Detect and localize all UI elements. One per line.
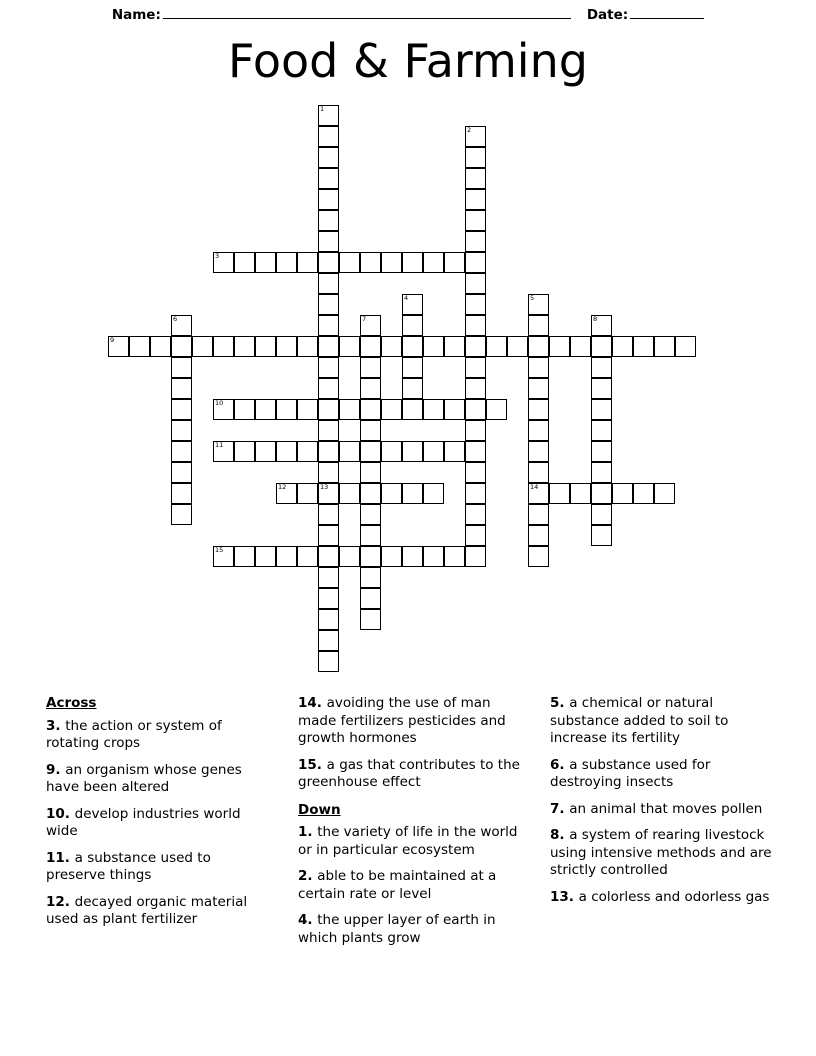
across-heading: Across xyxy=(46,695,97,711)
crossword-cell[interactable] xyxy=(360,336,381,357)
crossword-cell[interactable] xyxy=(171,399,192,420)
clue-down xyxy=(298,912,524,947)
clue-across xyxy=(46,806,272,841)
crossword-cell-number: 7 xyxy=(362,315,367,323)
crossword-cell[interactable] xyxy=(360,252,381,273)
crossword-cell[interactable] xyxy=(339,252,360,273)
clue-number: 8. xyxy=(550,827,570,844)
clue-across xyxy=(46,850,272,885)
crossword-cell-number: 4 xyxy=(404,294,409,302)
crossword-cell[interactable] xyxy=(528,378,549,399)
crossword-cell[interactable] xyxy=(528,399,549,420)
crossword-cell[interactable] xyxy=(402,399,423,420)
crossword-cell[interactable] xyxy=(465,420,486,441)
clue-across xyxy=(46,718,272,753)
crossword-cell-number: 2 xyxy=(467,126,472,134)
crossword-cell[interactable] xyxy=(402,252,423,273)
crossword-cell[interactable] xyxy=(465,483,486,504)
crossword-cell[interactable] xyxy=(276,546,297,567)
crossword-cell[interactable] xyxy=(339,483,360,504)
crossword-cell[interactable] xyxy=(318,294,339,315)
crossword-cell[interactable] xyxy=(318,273,339,294)
crossword-cell[interactable] xyxy=(654,336,675,357)
crossword-cell[interactable] xyxy=(633,483,654,504)
crossword-cell[interactable] xyxy=(150,336,171,357)
crossword-cell[interactable] xyxy=(465,252,486,273)
crossword-cell[interactable] xyxy=(465,168,486,189)
date-input-line[interactable] xyxy=(630,6,704,19)
crossword-cell[interactable] xyxy=(381,252,402,273)
crossword-cell[interactable] xyxy=(213,441,234,462)
crossword-cell[interactable] xyxy=(318,525,339,546)
crossword-cell[interactable] xyxy=(423,399,444,420)
crossword-cell[interactable] xyxy=(402,294,423,315)
crossword-cell[interactable] xyxy=(465,525,486,546)
crossword-cell[interactable] xyxy=(213,336,234,357)
clue-text: a system of rearing livestock using intensive methods and are strictly controlled xyxy=(550,827,772,879)
crossword-cell[interactable] xyxy=(255,336,276,357)
crossword-cell[interactable] xyxy=(318,378,339,399)
crossword-cell[interactable] xyxy=(297,546,318,567)
crossword-cell[interactable] xyxy=(528,294,549,315)
crossword-cell-number: 13 xyxy=(320,483,329,491)
crossword-cell[interactable] xyxy=(444,336,465,357)
crossword-cell[interactable] xyxy=(675,336,696,357)
crossword-cell[interactable] xyxy=(339,546,360,567)
crossword-cell[interactable] xyxy=(549,483,570,504)
crossword-cell-number: 3 xyxy=(215,252,220,260)
crossword-cell[interactable] xyxy=(360,567,381,588)
crossword-cell[interactable] xyxy=(318,231,339,252)
clue-down xyxy=(298,824,524,859)
crossword-cell[interactable] xyxy=(402,315,423,336)
crossword-cell[interactable] xyxy=(465,441,486,462)
crossword-cell-number: 6 xyxy=(173,315,178,323)
crossword-cell[interactable] xyxy=(465,462,486,483)
crossword-cell[interactable] xyxy=(318,147,339,168)
crossword-grid[interactable] xyxy=(108,105,708,655)
crossword-cell[interactable] xyxy=(360,420,381,441)
crossword-cell[interactable] xyxy=(318,462,339,483)
crossword-cell[interactable] xyxy=(402,546,423,567)
crossword-cell[interactable] xyxy=(528,483,549,504)
crossword-cell-number: 10 xyxy=(215,399,224,407)
crossword-cell[interactable] xyxy=(318,210,339,231)
crossword-cell[interactable] xyxy=(339,399,360,420)
crossword-cell[interactable] xyxy=(444,252,465,273)
crossword-cell[interactable] xyxy=(171,420,192,441)
clue-text: a colorless and odorless gas xyxy=(578,888,770,905)
crossword-cell[interactable] xyxy=(360,483,381,504)
clue-text: the upper layer of earth in which plants grow xyxy=(298,912,496,947)
clue-text: a gas that contributes to the greenhouse effect xyxy=(298,756,520,791)
crossword-cell[interactable] xyxy=(171,378,192,399)
crossword-cell[interactable] xyxy=(234,441,255,462)
crossword-cell[interactable] xyxy=(402,336,423,357)
crossword-cell[interactable] xyxy=(213,546,234,567)
crossword-cell[interactable] xyxy=(255,546,276,567)
crossword-cell[interactable] xyxy=(465,336,486,357)
crossword-cell[interactable] xyxy=(528,315,549,336)
crossword-cell[interactable] xyxy=(360,441,381,462)
name-label: Name: xyxy=(111,6,161,23)
crossword-cell-number: 1 xyxy=(320,105,325,113)
crossword-cell-number: 15 xyxy=(215,546,224,554)
crossword-cell[interactable] xyxy=(381,336,402,357)
crossword-cell[interactable] xyxy=(171,336,192,357)
crossword-cell[interactable] xyxy=(591,315,612,336)
page-title: Food & Farming xyxy=(228,34,588,88)
date-field-group xyxy=(587,6,704,23)
crossword-cell[interactable] xyxy=(633,336,654,357)
crossword-cell[interactable] xyxy=(465,147,486,168)
clue-number: 4. xyxy=(298,912,318,929)
crossword-cell[interactable] xyxy=(171,462,192,483)
crossword-cell[interactable] xyxy=(360,378,381,399)
crossword-cell[interactable] xyxy=(171,357,192,378)
crossword-cell[interactable] xyxy=(360,504,381,525)
crossword-cell[interactable] xyxy=(318,399,339,420)
crossword-cell[interactable] xyxy=(465,273,486,294)
crossword-cell[interactable] xyxy=(339,336,360,357)
clue-down xyxy=(550,889,776,907)
crossword-cell[interactable] xyxy=(528,504,549,525)
crossword-cell[interactable] xyxy=(465,315,486,336)
crossword-cell[interactable] xyxy=(528,441,549,462)
crossword-cell[interactable] xyxy=(654,483,675,504)
crossword-cell[interactable] xyxy=(318,315,339,336)
crossword-cell[interactable] xyxy=(318,336,339,357)
crossword-cell[interactable] xyxy=(465,231,486,252)
crossword-cell[interactable] xyxy=(465,504,486,525)
crossword-cell[interactable] xyxy=(591,441,612,462)
crossword-cell[interactable] xyxy=(318,651,339,672)
crossword-cell[interactable] xyxy=(318,567,339,588)
clue-down xyxy=(550,757,776,792)
crossword-cell[interactable] xyxy=(318,189,339,210)
crossword-cell[interactable] xyxy=(528,357,549,378)
crossword-cell[interactable] xyxy=(171,441,192,462)
crossword-cell[interactable] xyxy=(297,336,318,357)
crossword-cell[interactable] xyxy=(360,462,381,483)
clue-number: 2. xyxy=(298,868,318,885)
crossword-cell[interactable] xyxy=(465,357,486,378)
crossword-cell[interactable] xyxy=(360,399,381,420)
crossword-cell[interactable] xyxy=(549,336,570,357)
crossword-cell[interactable] xyxy=(528,420,549,441)
clue-number: 3. xyxy=(46,717,66,734)
clue-text: an organism whose genes have been altered xyxy=(46,761,242,796)
clue-text: a chemical or natural substance added to soil to increase its fertility xyxy=(550,695,729,747)
crossword-cell-number: 8 xyxy=(593,315,598,323)
crossword-cell[interactable] xyxy=(591,525,612,546)
crossword-cell[interactable] xyxy=(528,462,549,483)
clue-text: an animal that moves pollen xyxy=(569,800,763,817)
clue-across xyxy=(46,894,272,929)
crossword-cell-number: 11 xyxy=(215,441,224,449)
crossword-cell[interactable] xyxy=(591,399,612,420)
crossword-cell[interactable] xyxy=(402,441,423,462)
crossword-cell[interactable] xyxy=(423,546,444,567)
crossword-cell[interactable] xyxy=(234,399,255,420)
crossword-cell[interactable] xyxy=(423,252,444,273)
clue-text: avoiding the use of man made fertilizers pesticides and growth hormones xyxy=(298,695,506,747)
crossword-cell[interactable] xyxy=(318,441,339,462)
clue-down xyxy=(550,827,776,880)
crossword-cell-number: 14 xyxy=(530,483,539,491)
crossword-cell[interactable] xyxy=(612,336,633,357)
crossword-cell[interactable] xyxy=(444,546,465,567)
crossword-cell[interactable] xyxy=(171,315,192,336)
crossword-cell[interactable] xyxy=(465,126,486,147)
crossword-cell[interactable] xyxy=(381,399,402,420)
crossword-cell[interactable] xyxy=(528,336,549,357)
crossword-cell[interactable] xyxy=(339,441,360,462)
crossword-cell[interactable] xyxy=(360,588,381,609)
crossword-cell[interactable] xyxy=(276,441,297,462)
crossword-cell-number: 9 xyxy=(110,336,115,344)
crossword-cell[interactable] xyxy=(486,336,507,357)
crossword-cell[interactable] xyxy=(276,252,297,273)
crossword-cell[interactable] xyxy=(591,378,612,399)
crossword-cell[interactable] xyxy=(465,378,486,399)
crossword-cell[interactable] xyxy=(192,336,213,357)
crossword-cell[interactable] xyxy=(297,399,318,420)
crossword-cell[interactable] xyxy=(423,336,444,357)
crossword-cell[interactable] xyxy=(423,483,444,504)
crossword-cell[interactable] xyxy=(318,105,339,126)
clue-number: 15. xyxy=(298,756,327,773)
crossword-cell[interactable] xyxy=(213,399,234,420)
crossword-cell[interactable] xyxy=(234,252,255,273)
crossword-cell-number: 5 xyxy=(530,294,535,302)
crossword-cell[interactable] xyxy=(318,483,339,504)
crossword-cell[interactable] xyxy=(360,546,381,567)
clue-text: the variety of life in the world or in particular ecosystem xyxy=(298,824,518,858)
crossword-cell[interactable] xyxy=(234,546,255,567)
crossword-cell[interactable] xyxy=(444,441,465,462)
crossword-cell[interactable] xyxy=(276,483,297,504)
crossword-cell[interactable] xyxy=(360,315,381,336)
crossword-cell[interactable] xyxy=(276,336,297,357)
crossword-cell[interactable] xyxy=(465,546,486,567)
crossword-cell[interactable] xyxy=(360,357,381,378)
clue-text: able to be maintained at a certain rate or level xyxy=(298,868,497,902)
crossword-cell[interactable] xyxy=(318,588,339,609)
crossword-cell[interactable] xyxy=(612,483,633,504)
crossword-cell[interactable] xyxy=(381,441,402,462)
crossword-cell[interactable] xyxy=(507,336,528,357)
crossword-cell[interactable] xyxy=(360,609,381,630)
clue-text: the action or system of rotating crops xyxy=(46,717,222,752)
clue-number: 5. xyxy=(550,695,570,711)
clue-down xyxy=(550,695,776,748)
clue-text: decayed organic material used as plant fertilizer xyxy=(46,893,248,928)
crossword-cell[interactable] xyxy=(255,441,276,462)
crossword-cell[interactable] xyxy=(171,504,192,525)
crossword-cell[interactable] xyxy=(318,126,339,147)
clue-down xyxy=(550,801,776,819)
clue-number: 6. xyxy=(550,756,570,773)
crossword-cell[interactable] xyxy=(486,399,507,420)
clue-text: a substance used to preserve things xyxy=(46,849,211,884)
crossword-cell[interactable] xyxy=(528,546,549,567)
crossword-cell[interactable] xyxy=(318,630,339,651)
crossword-cell[interactable] xyxy=(402,378,423,399)
clue-across xyxy=(298,695,524,748)
crossword-cell[interactable] xyxy=(528,525,549,546)
clue-number: 7. xyxy=(550,800,570,817)
crossword-cell[interactable] xyxy=(297,252,318,273)
crossword-cell[interactable] xyxy=(591,504,612,525)
crossword-cell[interactable] xyxy=(108,336,129,357)
clue-number: 13. xyxy=(550,888,579,905)
crossword-cell[interactable] xyxy=(318,420,339,441)
crossword-cell[interactable] xyxy=(465,189,486,210)
crossword-cell[interactable] xyxy=(318,252,339,273)
crossword-cell[interactable] xyxy=(318,609,339,630)
clue-number: 12. xyxy=(46,893,75,910)
clue-number: 10. xyxy=(46,805,75,822)
name-input-line[interactable] xyxy=(163,6,571,19)
crossword-cell[interactable] xyxy=(591,336,612,357)
clue-across xyxy=(298,757,524,792)
clue-number: 14. xyxy=(298,695,327,711)
crossword-cell[interactable] xyxy=(570,336,591,357)
crossword-cell[interactable] xyxy=(297,441,318,462)
clue-number: 1. xyxy=(298,824,318,841)
crossword-cell[interactable] xyxy=(360,525,381,546)
crossword-cell[interactable] xyxy=(465,210,486,231)
date-label: Date: xyxy=(586,6,629,23)
name-field-group xyxy=(112,6,571,23)
crossword-cell[interactable] xyxy=(171,483,192,504)
clue-down xyxy=(298,868,524,903)
crossword-cell[interactable] xyxy=(381,546,402,567)
crossword-grid-container xyxy=(0,105,816,665)
crossword-cell[interactable] xyxy=(318,546,339,567)
crossword-cell[interactable] xyxy=(591,483,612,504)
crossword-cell[interactable] xyxy=(318,168,339,189)
crossword-cell[interactable] xyxy=(381,483,402,504)
crossword-cell[interactable] xyxy=(297,483,318,504)
crossword-cell[interactable] xyxy=(234,336,255,357)
crossword-cell[interactable] xyxy=(318,504,339,525)
crossword-cell[interactable] xyxy=(570,483,591,504)
clue-text: a substance used for destroying insects xyxy=(550,756,711,791)
crossword-cell[interactable] xyxy=(591,357,612,378)
clue-text: develop industries world wide xyxy=(46,805,241,840)
crossword-cell[interactable] xyxy=(276,399,297,420)
crossword-cell[interactable] xyxy=(255,399,276,420)
clue-number: 9. xyxy=(46,761,66,778)
crossword-cell[interactable] xyxy=(423,441,444,462)
down-heading: Down xyxy=(298,801,341,818)
crossword-cell[interactable] xyxy=(402,357,423,378)
crossword-cell[interactable] xyxy=(465,399,486,420)
crossword-cell[interactable] xyxy=(255,252,276,273)
crossword-cell[interactable] xyxy=(402,483,423,504)
crossword-cell[interactable] xyxy=(444,399,465,420)
crossword-cell-number: 12 xyxy=(278,483,287,491)
crossword-cell[interactable] xyxy=(213,252,234,273)
crossword-cell[interactable] xyxy=(129,336,150,357)
crossword-cell[interactable] xyxy=(318,357,339,378)
clues-section xyxy=(46,695,776,985)
worksheet-header xyxy=(0,0,816,28)
clue-across xyxy=(46,762,272,797)
crossword-cell[interactable] xyxy=(465,294,486,315)
clue-number: 11. xyxy=(46,849,75,866)
crossword-cell[interactable] xyxy=(591,462,612,483)
crossword-cell[interactable] xyxy=(591,420,612,441)
